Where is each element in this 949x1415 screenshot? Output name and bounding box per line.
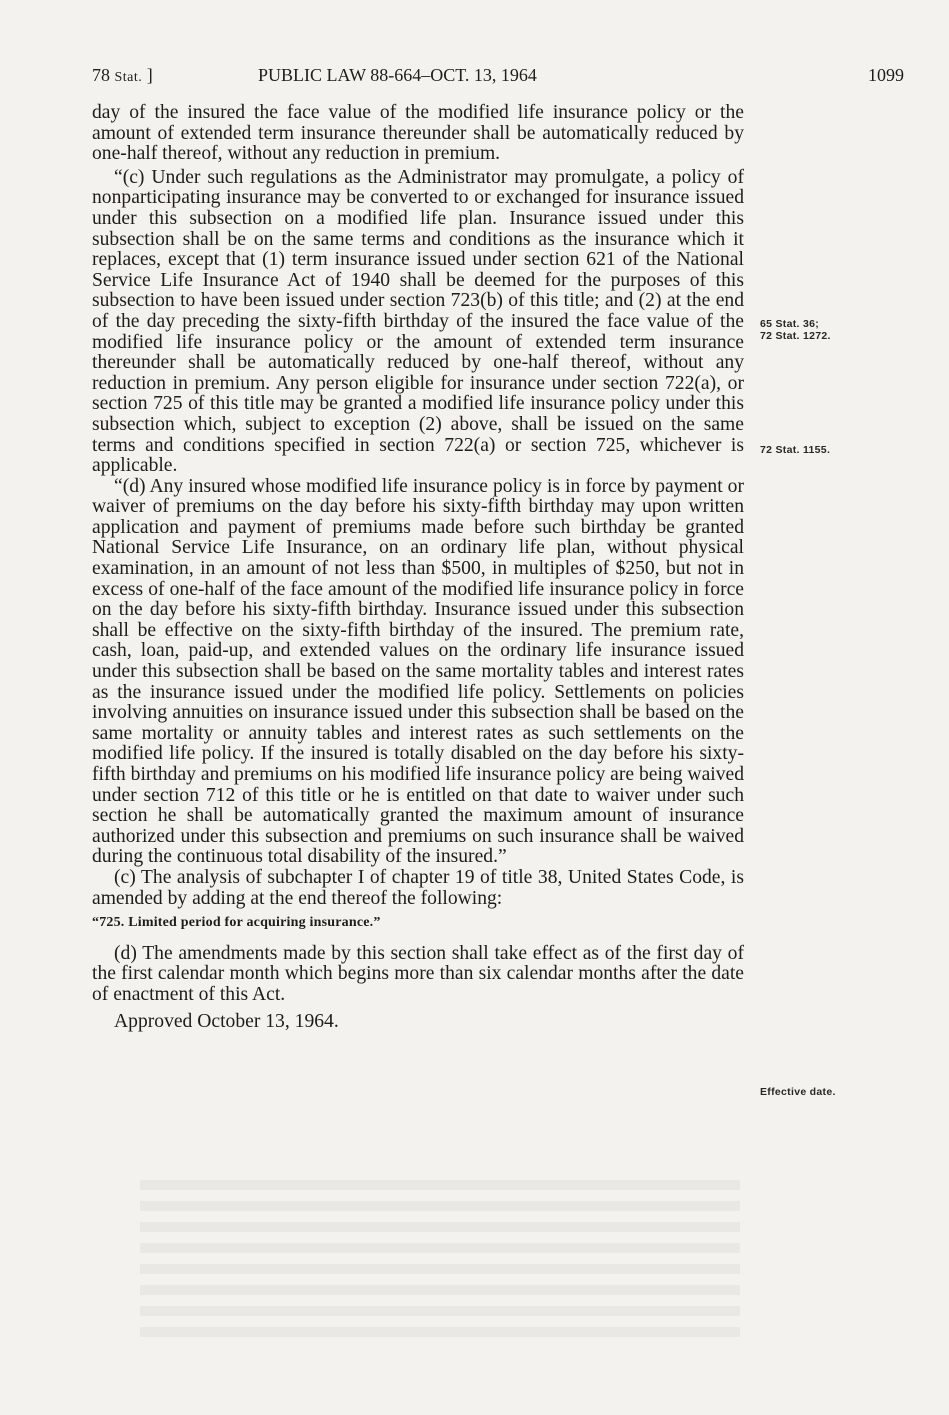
statute-reference [92, 64, 153, 89]
approval-line: Approved October 13, 1964. [114, 1010, 339, 1032]
stat-label: Stat. [114, 70, 143, 85]
running-header [92, 64, 904, 86]
stat-volume: 78 [92, 65, 110, 85]
section-caption: “725. Limited period for acquiring insurance.” [92, 915, 381, 931]
page-number: 1099 [868, 65, 904, 85]
law-title: PUBLIC LAW 88-664–OCT. 13, 1964 [258, 65, 537, 85]
margin-note-stat-citation [760, 318, 900, 342]
paragraph-subsection-c: “(c) Under such regulations as the Administrator may promulgate, a policy of nonparticipating insurance may be converted to or exchanged for insurance issued under this subsection on a modified life plan. Insurance issued under this subsection shall be on the same terms and conditions as the insurance which it replaces, except that (1) term insurance issued under section 621 of the National Service Life Insurance Act of 1940 shall be deemed for the purposes of this subsection to have been issued under section 723(b) of this title; and (2) at the end of the day preceding the sixty-fifth birthday of the insured the face value of the modified life insurance policy or the amount of extended term insurance thereunder shall be automatically reduced by one-half thereof, without any reduction in premium. Any person eligible for insurance under section 722(a), or section 725 of this title may be granted a modified life insurance policy under this subsection which, subject to exception (2) above, shall be issued on the same terms and conditions specified in section 722(a) or section 725, whichever is applicable. [92, 166, 744, 477]
body-text [92, 103, 744, 1032]
margin-note-stat-citation-2: 72 Stat. 1155. [760, 444, 831, 456]
bleed-through-shading [140, 1180, 740, 1340]
margin-note-line: 72 Stat. 1272. [760, 330, 831, 342]
margin-note-effective-date: Effective date. [760, 1086, 836, 1098]
margin-note-line: 65 Stat. 36; [760, 318, 820, 330]
paragraph-effective-date: (d) The amendments made by this section shall take effect as of the first day of the first calendar month which begins more than six calendar months after the date of enactment of this Act. [92, 942, 744, 1005]
paragraph-subsection-d: “(d) Any insured whose modified life insurance policy is in force by payment or waiver of premiums on the day before his sixty-fifth birthday may upon written application and payment of premiums made before such birthday be granted National Service Life Insurance, on an ordinary life plan, without physical examination, in an amount of not less than $500, in multiples of $250, but not in excess of one-half of the face amount of the modified life insurance policy in force on the day before his sixty-fifth birthday. Insurance issued under this subsection shall be effective on the sixty-fifth birthday of the insured. The premium rate, cash, loan, paid-up, and extended values on the ordinary life insurance issued under this subsection shall be based on the same mortality tables and interest rates as the insurance issued under the modified life policy. Settlements on policies involving annuities on insurance issued under this subsection shall be based on the same mortality or annuity tables and interest rates as such settlements on the modified life policy. If the insured is totally disabled on the day before his sixty-fifth birthday and premiums on his modified life insurance policy are being waived under section 712 of this title or he is entitled on that date to waiver under such section he shall be automatically granted the maximum amount of insurance authorized under this subsection and premiums on such insurance shall be waived during the continuous total disability of the insured.” [92, 475, 744, 868]
paragraph-continued: day of the insured the face value of the modified life insurance policy or the amount of extended term insurance thereunder shall be automatically reduced by one-half thereof, without any reduction in premium. [92, 102, 744, 165]
paragraph-analysis-amendment: (c) The analysis of subchapter I of chapter 19 of title 38, United States Code, is amended by adding at the end thereof the following: [92, 866, 744, 909]
stat-bracket: ] [146, 65, 153, 85]
